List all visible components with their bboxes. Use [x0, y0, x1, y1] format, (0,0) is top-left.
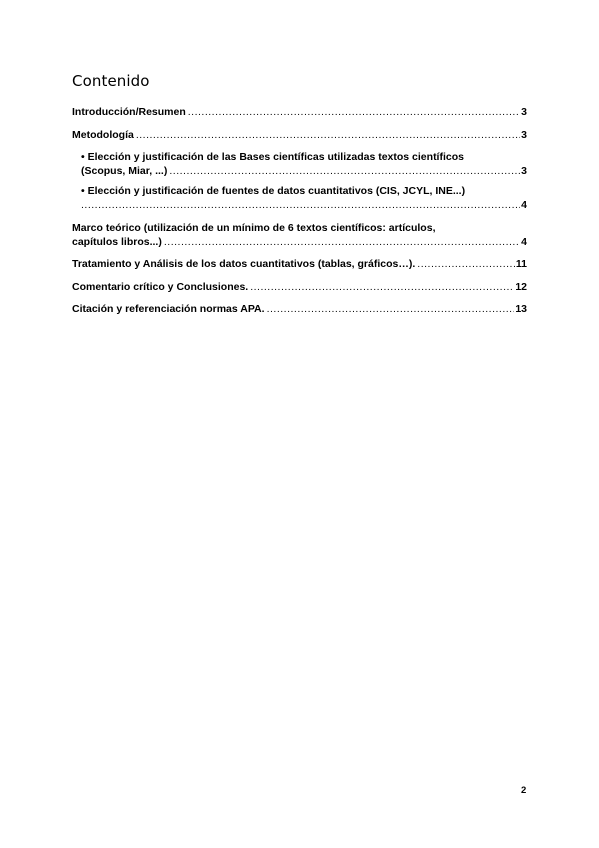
toc-entry-fuentes-datos[interactable] — [81, 184, 527, 212]
toc-page-number: 4 — [521, 235, 527, 248]
table-of-contents — [72, 105, 527, 325]
toc-dot-leader — [169, 164, 520, 178]
toc-dot-leader — [250, 280, 514, 294]
toc-entry-title: • Elección y justificación de fuentes de datos cuantitativos (CIS, JCYL, INE...) — [81, 184, 466, 197]
toc-page-number: 12 — [515, 280, 527, 293]
toc-entry-citacion-apa[interactable] — [72, 302, 527, 316]
toc-entry-marco-teorico[interactable] — [72, 221, 527, 249]
toc-entry-metodologia[interactable] — [72, 128, 527, 142]
toc-dot-leader — [188, 105, 520, 119]
toc-entry-introduccion[interactable] — [72, 105, 527, 119]
toc-entry-bases-cientificas[interactable] — [81, 150, 527, 178]
toc-entry-title-continued: (Scopus, Miar, ...) — [81, 165, 168, 177]
toc-page-number: 13 — [515, 303, 527, 315]
toc-dot-leader — [136, 128, 520, 142]
toc-entry-tratamiento-analisis[interactable] — [72, 257, 527, 271]
toc-entry-title: Metodología — [72, 128, 134, 141]
toc-page-number: 3 — [521, 106, 527, 118]
toc-page-number: 3 — [521, 165, 527, 177]
toc-entry-title: Citación y referenciación normas APA. — [72, 303, 265, 315]
toc-entry-comentario-critico[interactable] — [72, 280, 527, 294]
page-number: 2 — [521, 785, 527, 796]
toc-entry-title: • Elección y justificación de las Bases científicas utilizadas textos científicos — [81, 151, 464, 163]
toc-entry-title: Marco teórico (utilización de un mínimo de 6 textos científicos: artículos, — [72, 221, 436, 234]
toc-entry-title: Introducción/Resumen — [72, 106, 186, 118]
toc-dot-leader — [164, 235, 520, 249]
toc-dot-leader — [267, 302, 515, 316]
toc-page-number: 4 — [521, 198, 527, 211]
toc-dot-leader — [417, 257, 515, 271]
toc-heading: Contenido — [72, 72, 150, 90]
toc-entry-title-continued: capítulos libros...) — [72, 235, 162, 248]
toc-entry-title: Comentario crítico y Conclusiones. — [72, 280, 249, 293]
toc-page-number: 11 — [515, 258, 527, 270]
toc-dot-leader — [81, 198, 520, 212]
toc-page-number: 3 — [521, 128, 527, 141]
toc-entry-title: Tratamiento y Análisis de los datos cuantitativos (tablas, gráficos…). — [72, 258, 416, 270]
